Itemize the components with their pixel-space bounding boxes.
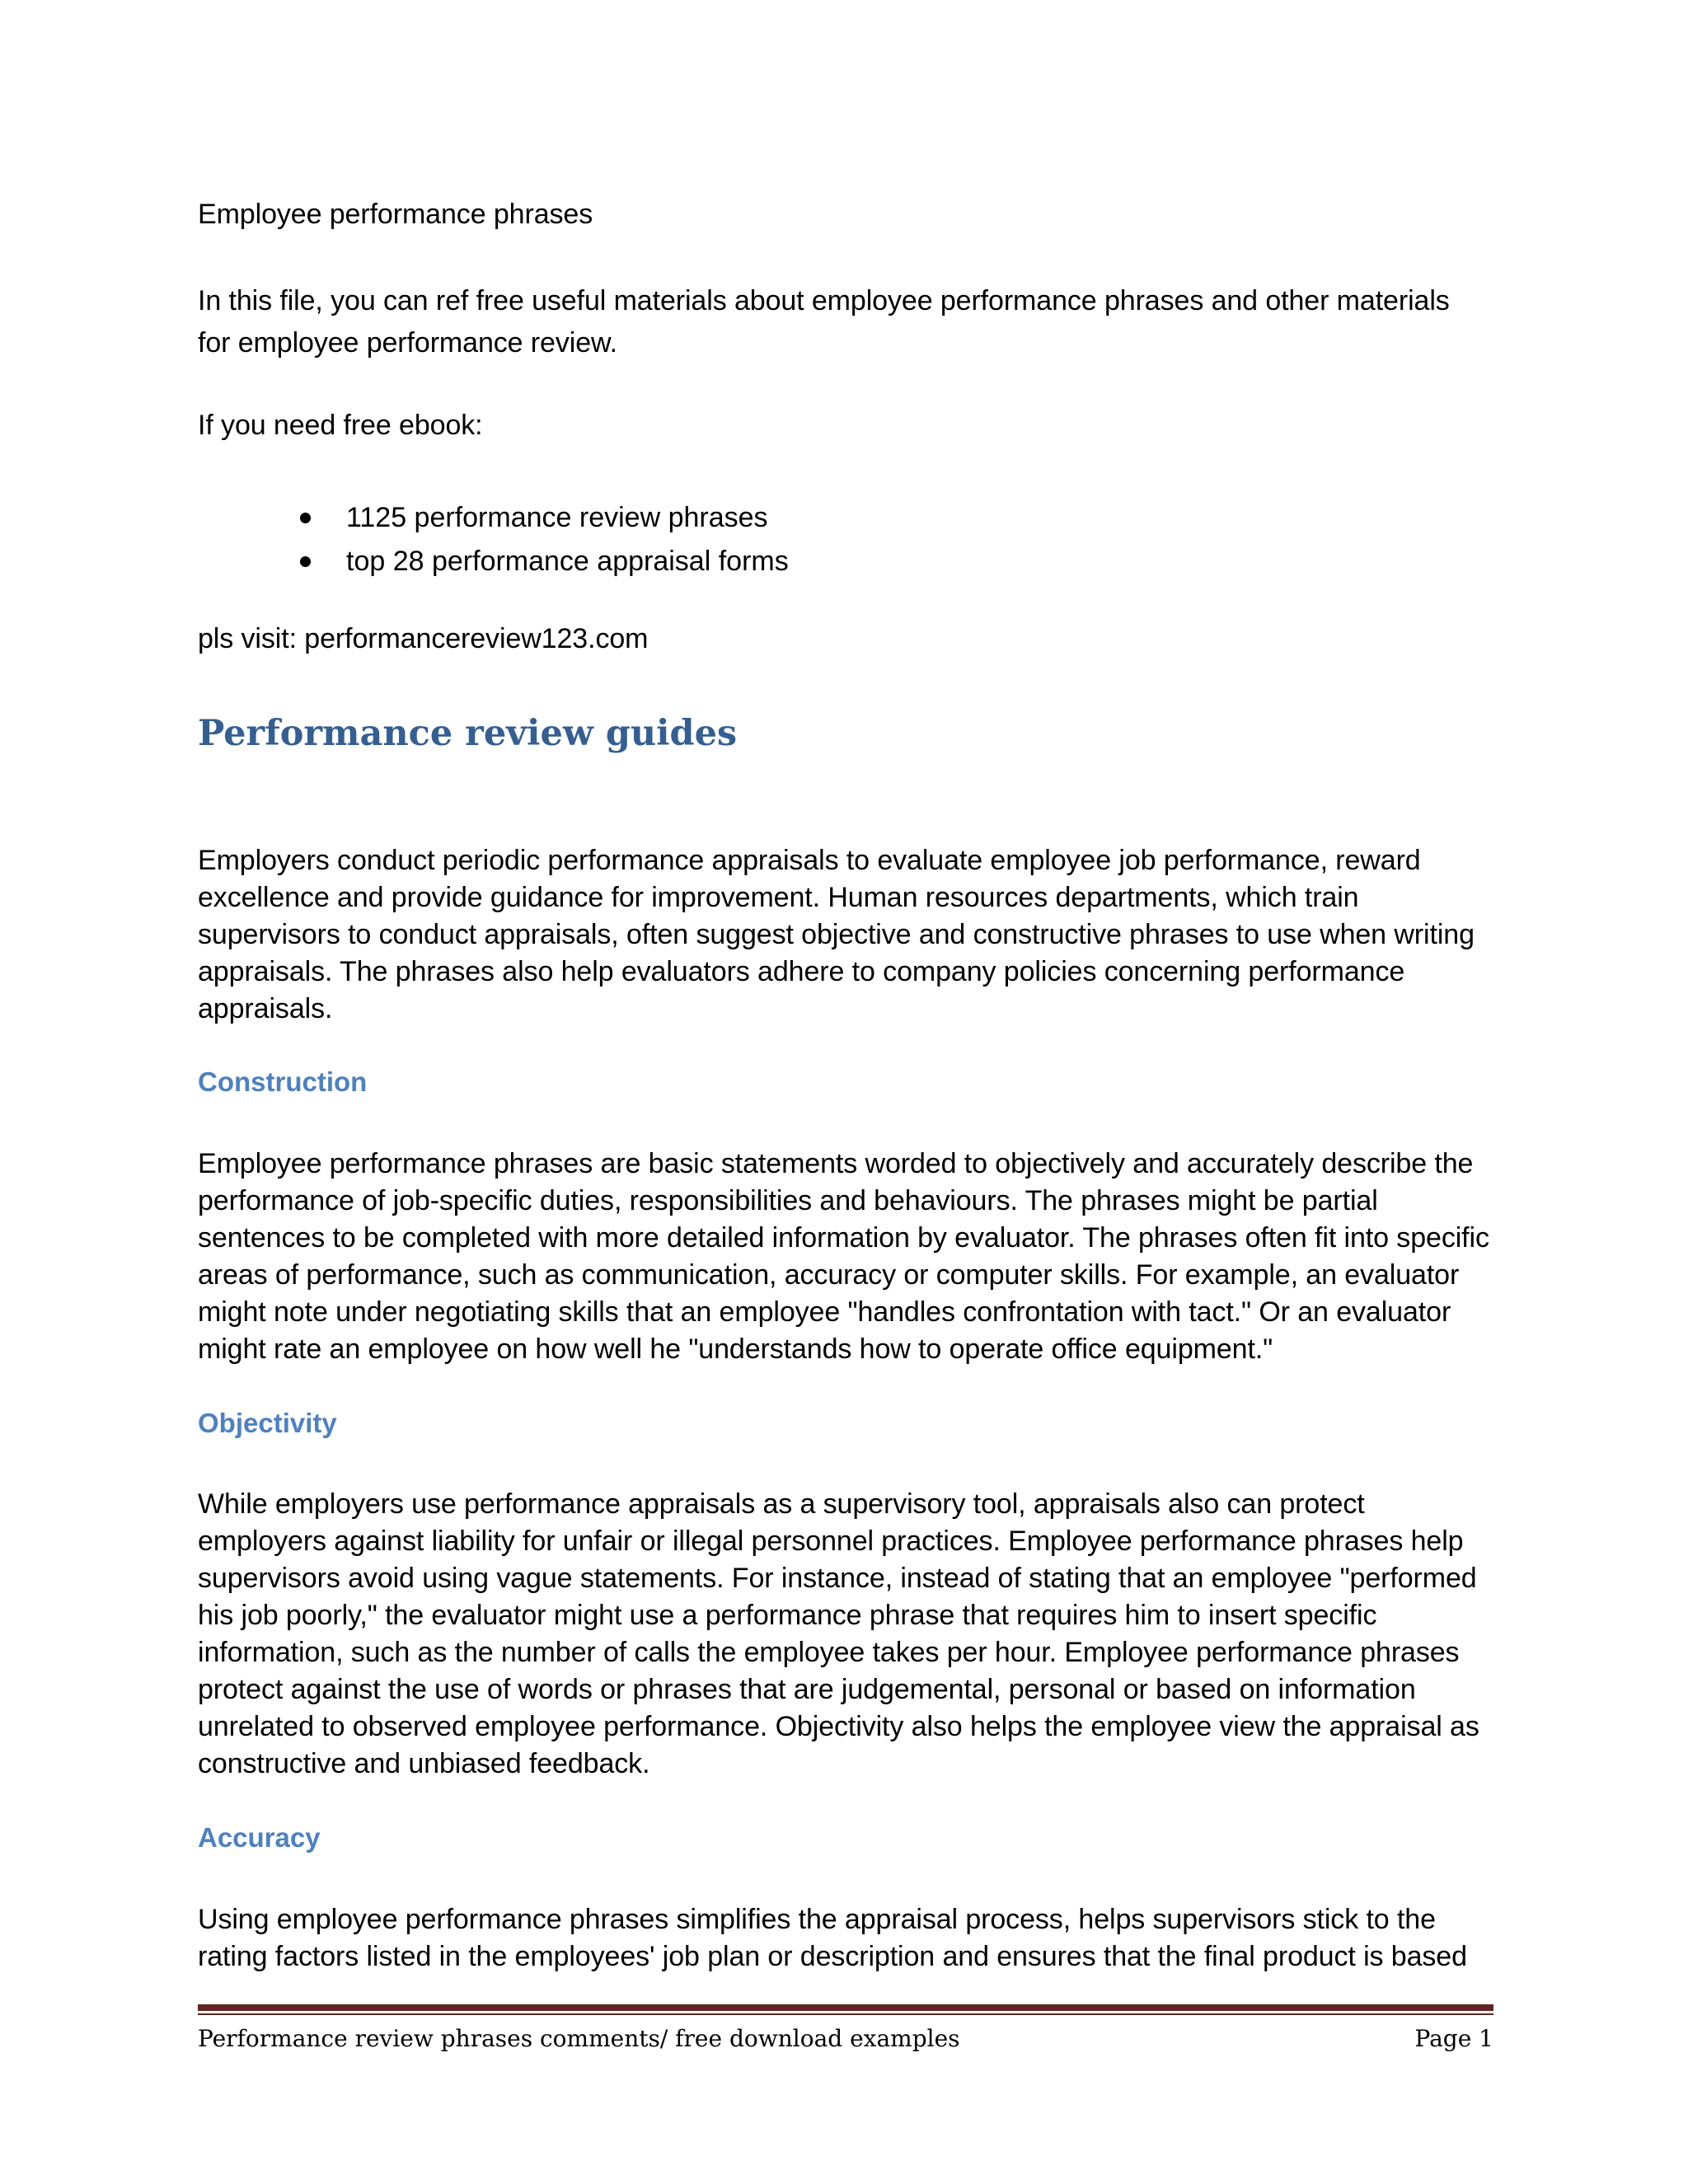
subheading-accuracy: Accuracy [198, 1822, 321, 1853]
subheading-construction: Construction [198, 1066, 368, 1097]
ebook-list [198, 496, 1352, 583]
list-item [198, 540, 1352, 583]
list-item-label: top 28 performance appraisal forms [346, 546, 789, 577]
objectivity-paragraph: While employers use performance appraisals as a supervisory tool, appraisals also can protect employers against liability for unfair or illegal personnel practices. Employee performance phrases help supervisors avoid using vague statements. For instance, instead of stating that an employee "performed his job poorly," the evaluator might use a performance phrase that requires him to insert specific information, such as the number of calls the employee takes per hour. Employee performance phrases protect against the use of words or phrases that are judgemental, personal or based on information unrelated to observed employee performance. Objectivity also helps the employee view the appraisal as constructive and unbiased feedback. [198, 1488, 1479, 1779]
construction-paragraph: Employee performance phrases are basic statements worded to objectively and accurately describe the performance of job-specific duties, responsibilities and behaviours. The phrases might be partial sentences to be completed with more detailed information by evaluator. The phrases often fit into specific areas of performance, such as communication, accuracy or computer skills. For example, an evaluator might note under negotiating skills that an employee "handles confrontation with tact." Or an evaluator might rate an employee on how well he "understands how to operate office equipment." [198, 1148, 1489, 1365]
footer-title: Performance review phrases comments/ free download examples [198, 2025, 960, 2052]
document-page [198, 0, 1500, 2184]
footer-rule [198, 2004, 1493, 2011]
section-heading-guides: Performance review guides [198, 713, 738, 754]
ebook-prompt: If you need free ebook: [198, 410, 483, 441]
list-item-label: 1125 performance review phrases [346, 502, 768, 533]
footer-rule-thin [198, 2013, 1493, 2015]
intro-paragraph: In this file, you can ref free useful materials about employee performance phrases and other materials for employee performance review. [198, 285, 1450, 359]
subheading-objectivity: Objectivity [198, 1408, 337, 1438]
bullet-icon [300, 556, 311, 567]
visit-line: pls visit: performancereview123.com [198, 623, 649, 654]
bullet-icon [300, 513, 311, 523]
guides-intro-paragraph: Employers conduct periodic performance appraisals to evaluate employee job performance, reward excellence and provide guidance for improvement. Human resources departments, which train supervisors to conduct appraisals, often suggest objective and constructive phrases to use when writing appraisals. The phrases also help evaluators adhere to company policies concerning performance appraisals. [198, 845, 1475, 1024]
page-number: Page 1 [1414, 2025, 1493, 2052]
list-item [198, 496, 1352, 540]
title-line: Employee performance phrases [198, 199, 593, 230]
accuracy-paragraph: Using employee performance phrases simplifies the appraisal process, helps supervisors stick to the rating factors listed in the employees' job plan or description and ensures that the final product is based [198, 1904, 1467, 1972]
